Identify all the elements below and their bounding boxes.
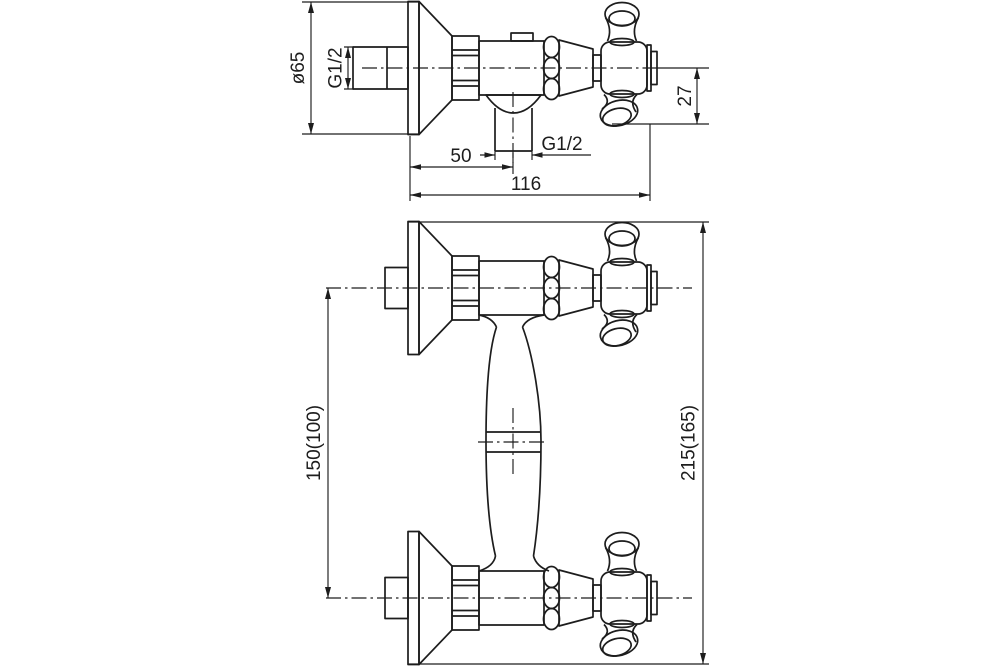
top-view — [353, 2, 657, 152]
column-top-fillets — [479, 315, 544, 327]
column-bottom-fillets — [479, 556, 549, 571]
dim-label-inlet-thread: G1/2 — [325, 47, 347, 89]
dim-label-flange-diameter: ø65 — [288, 51, 309, 85]
dim-label-valve-spacing: 150(100) — [304, 404, 325, 482]
connecting-column — [479, 315, 549, 571]
dim-label-outlet-thread: G1/2 — [541, 134, 583, 155]
dim-label-outlet-offset: 50 — [450, 146, 472, 167]
dim-label-overall-height: 215(165) — [678, 404, 700, 482]
dim-label-overall-width: 116 — [510, 174, 542, 195]
dim-label-handle-drop: 27 — [675, 85, 696, 107]
body-boss — [511, 33, 533, 41]
